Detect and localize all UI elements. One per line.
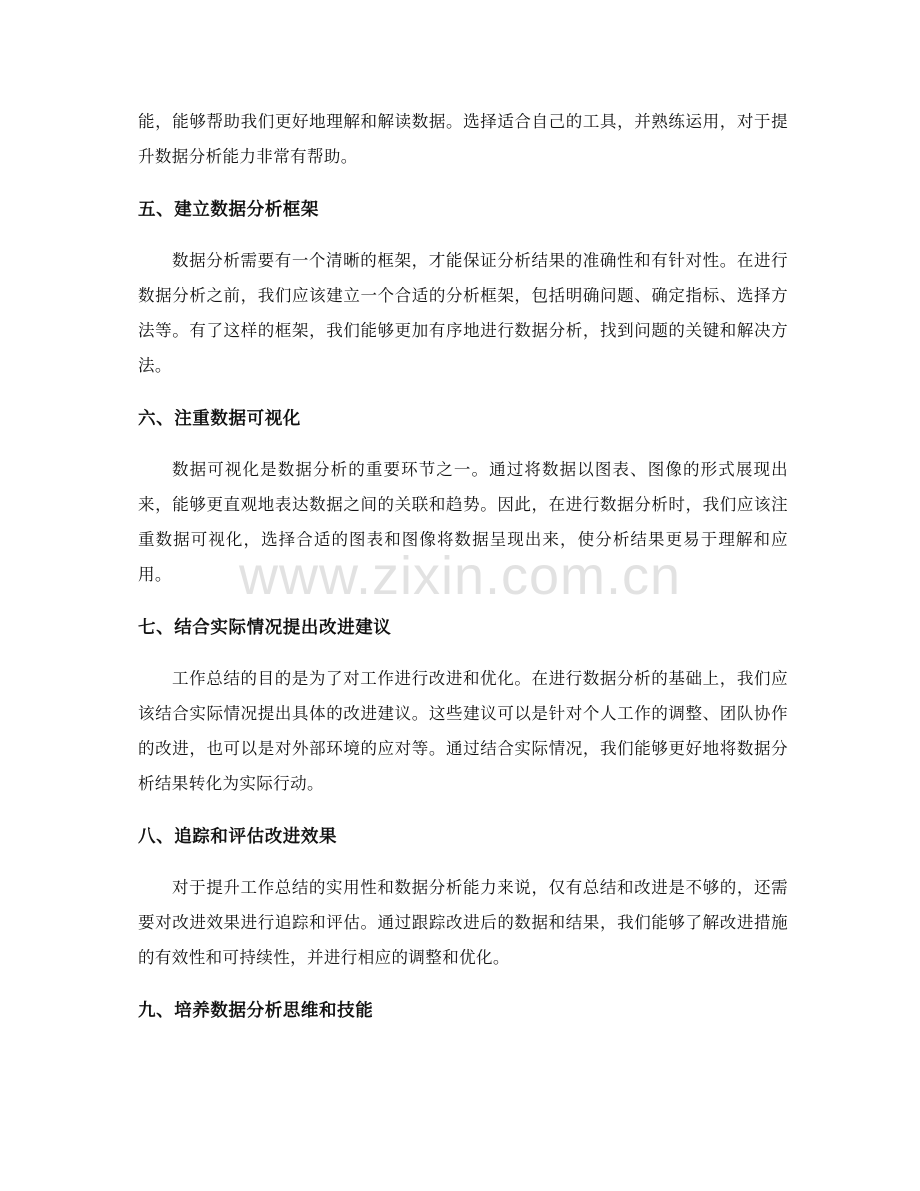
paragraph-intro: 能，能够帮助我们更好地理解和解读数据。选择适合自己的工具，并熟练运用，对于提升数据分析能力非常有帮助。 <box>138 112 788 166</box>
watermark-text: www.zixin.com.cn <box>238 546 682 606</box>
paragraph-section-7: 工作总结的目的是为了对工作进行改进和优化。在进行数据分析的基础上，我们应该结合实际情况提出具体的改进建议。这些建议可以是针对个人工作的调整、团队协作的改进，也可以是对外部环境的应对等。通过结合实际情况，我们能够更好地将数据分析结果转化为实际行动。 <box>138 669 788 793</box>
heading-section-7: 七、结合实际情况提出改进建议 <box>138 618 392 638</box>
document-body <box>138 104 788 1026</box>
heading-section-5: 五、建立数据分析框架 <box>138 200 319 220</box>
paragraph-section-8: 对于提升工作总结的实用性和数据分析能力来说，仅有总结和改进是不够的，还需要对改进效果进行追踪和评估。通过跟踪改进后的数据和结果，我们能够了解改进措施的有效性和可持续性，并进行相应的调整和优化。 <box>138 878 788 967</box>
paragraph-section-6: 数据可视化是数据分析的重要环节之一。通过将数据以图表、图像的形式展现出来，能够更直观地表达数据之间的关联和趋势。因此，在进行数据分析时，我们应该注重数据可视化，选择合适的图表和图像将数据呈现出来，使分析结果更易于理解和应用。 <box>138 460 788 584</box>
heading-section-8: 八、追踪和评估改进效果 <box>138 827 338 847</box>
heading-section-9: 九、培养数据分析思维和技能 <box>138 1001 374 1021</box>
heading-section-6: 六、注重数据可视化 <box>138 409 301 429</box>
paragraph-section-5: 数据分析需要有一个清晰的框架，才能保证分析结果的准确性和有针对性。在进行数据分析之前，我们应该建立一个合适的分析框架，包括明确问题、确定指标、选择方法等。有了这样的框架，我们能够更加有序地进行数据分析，找到问题的关键和解决方法。 <box>138 251 788 375</box>
